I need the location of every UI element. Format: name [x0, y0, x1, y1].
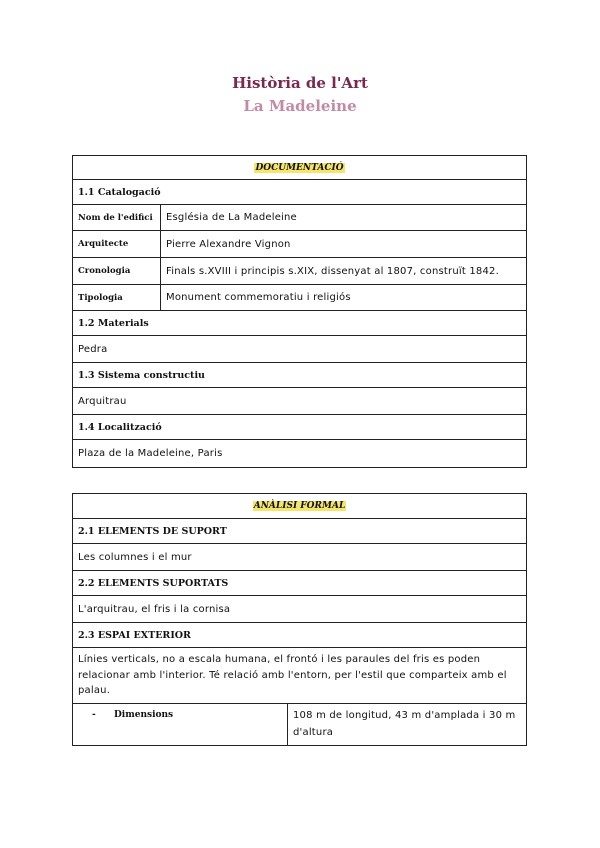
section-row [73, 311, 527, 336]
dimensions-label: Dimensions [114, 710, 174, 720]
value-row [73, 440, 527, 468]
supported-value: L'arquitrau, el fris i la cornisa [73, 596, 527, 623]
row-label: Nom de l'edifici [73, 205, 161, 231]
supported-title: 2.2 ELEMENTS SUPORTATS [73, 571, 527, 596]
section-row [73, 571, 527, 596]
section-row [73, 415, 527, 440]
support-title: 2.1 ELEMENTS DE SUPORT [73, 519, 527, 544]
analisi-header-row [73, 494, 527, 519]
dimensions-label-cell [73, 704, 288, 746]
row-value: Monument commemoratiu i religiós [161, 285, 527, 311]
value-row [73, 336, 527, 363]
row-value: Església de La Madeleine [161, 205, 527, 231]
analisi-header: ANÀLISI FORMAL [253, 501, 346, 511]
table-row [73, 205, 527, 231]
system-value: Arquitrau [73, 388, 527, 415]
documentacio-header-row [73, 156, 527, 180]
section-row [73, 623, 527, 648]
location-title: 1.4 Localització [73, 415, 527, 440]
value-row [73, 596, 527, 623]
dimensions-row [73, 704, 527, 746]
exterior-title: 2.3 ESPAI EXTERIOR [73, 623, 527, 648]
row-label: Cronologia [73, 258, 161, 285]
row-label: Arquitecte [73, 231, 161, 258]
cataloguing-title: 1.1 Catalogació [73, 180, 527, 205]
row-label: Tipologia [73, 285, 161, 311]
documentacio-table [72, 155, 527, 468]
support-value: Les columnes i el mur [73, 544, 527, 571]
analisi-table [72, 493, 527, 746]
value-row [73, 648, 527, 704]
table-row [73, 285, 527, 311]
section-row [73, 363, 527, 388]
documentacio-header: DOCUMENTACIÓ [255, 162, 344, 173]
row-value: Finals s.XVIII i principis s.XIX, dissenyat al 1807, construït 1842. [161, 258, 527, 285]
table-row [73, 231, 527, 258]
value-row [73, 388, 527, 415]
materials-value: Pedra [73, 336, 527, 363]
table-row [73, 258, 527, 285]
section-row [73, 519, 527, 544]
dimensions-value: 108 m de longitud, 43 m d'amplada i 30 m d'altura [288, 704, 527, 746]
bullet-dash: - [92, 710, 96, 720]
page-subtitle: La Madeleine [243, 97, 357, 115]
page-title: Història de l'Art [232, 74, 368, 92]
row-value: Pierre Alexandre Vignon [161, 231, 527, 258]
section-row [73, 180, 527, 205]
value-row [73, 544, 527, 571]
location-value: Plaza de la Madeleine, Paris [73, 440, 527, 468]
materials-title: 1.2 Materials [73, 311, 527, 336]
exterior-value: Línies verticals, no a escala humana, el frontó i les paraules del fris es poden relacionar amb l'interior. Té relació amb l'entorn, per l'estil que comparteix amb el palau. [73, 648, 527, 704]
system-title: 1.3 Sistema constructiu [73, 363, 527, 388]
